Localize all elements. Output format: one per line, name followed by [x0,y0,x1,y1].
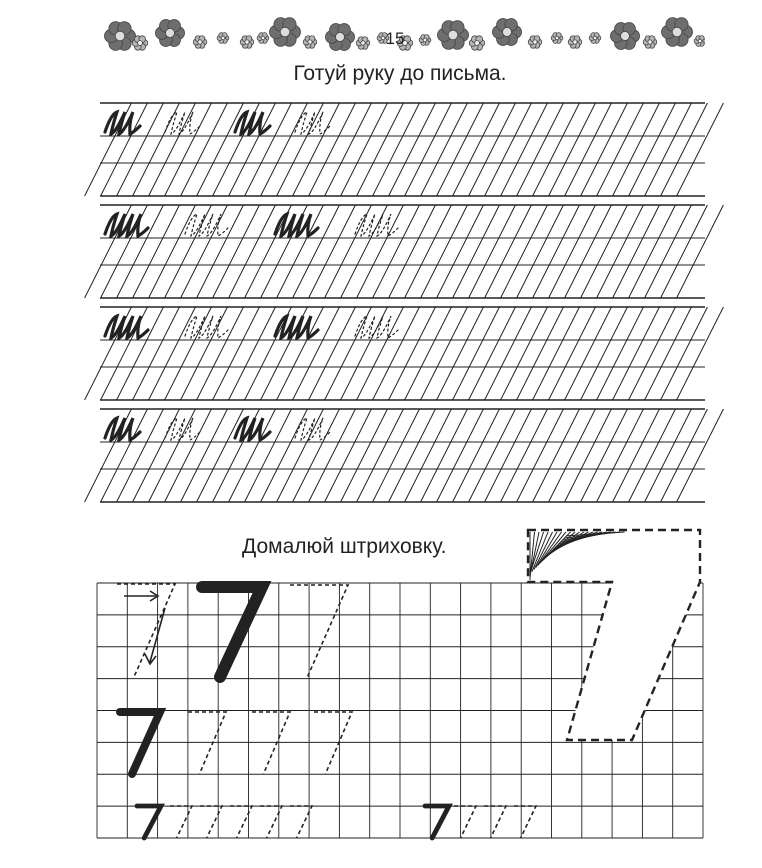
hatching-title: Домалюй штриховку. [242,535,447,558]
digit-seven-trace [252,712,290,774]
digit-seven [120,712,160,774]
digit-seven-trace [188,712,226,774]
digit-seven-trace [454,806,476,838]
handwriting-title: Готуй руку до письма. [293,62,507,85]
digit-seven-trace [484,806,506,838]
digit-seven-trace [170,806,192,838]
seven-dashed-outline [528,530,700,740]
seven-outline [528,530,700,740]
digit-seven [425,806,449,838]
digit-seven-trace [117,584,175,676]
digit-seven-trace [314,712,352,774]
page-number: 15 [385,29,405,48]
digit-seven-trace [200,806,222,838]
digit-seven-trace [514,806,536,838]
digit-seven [202,587,262,677]
